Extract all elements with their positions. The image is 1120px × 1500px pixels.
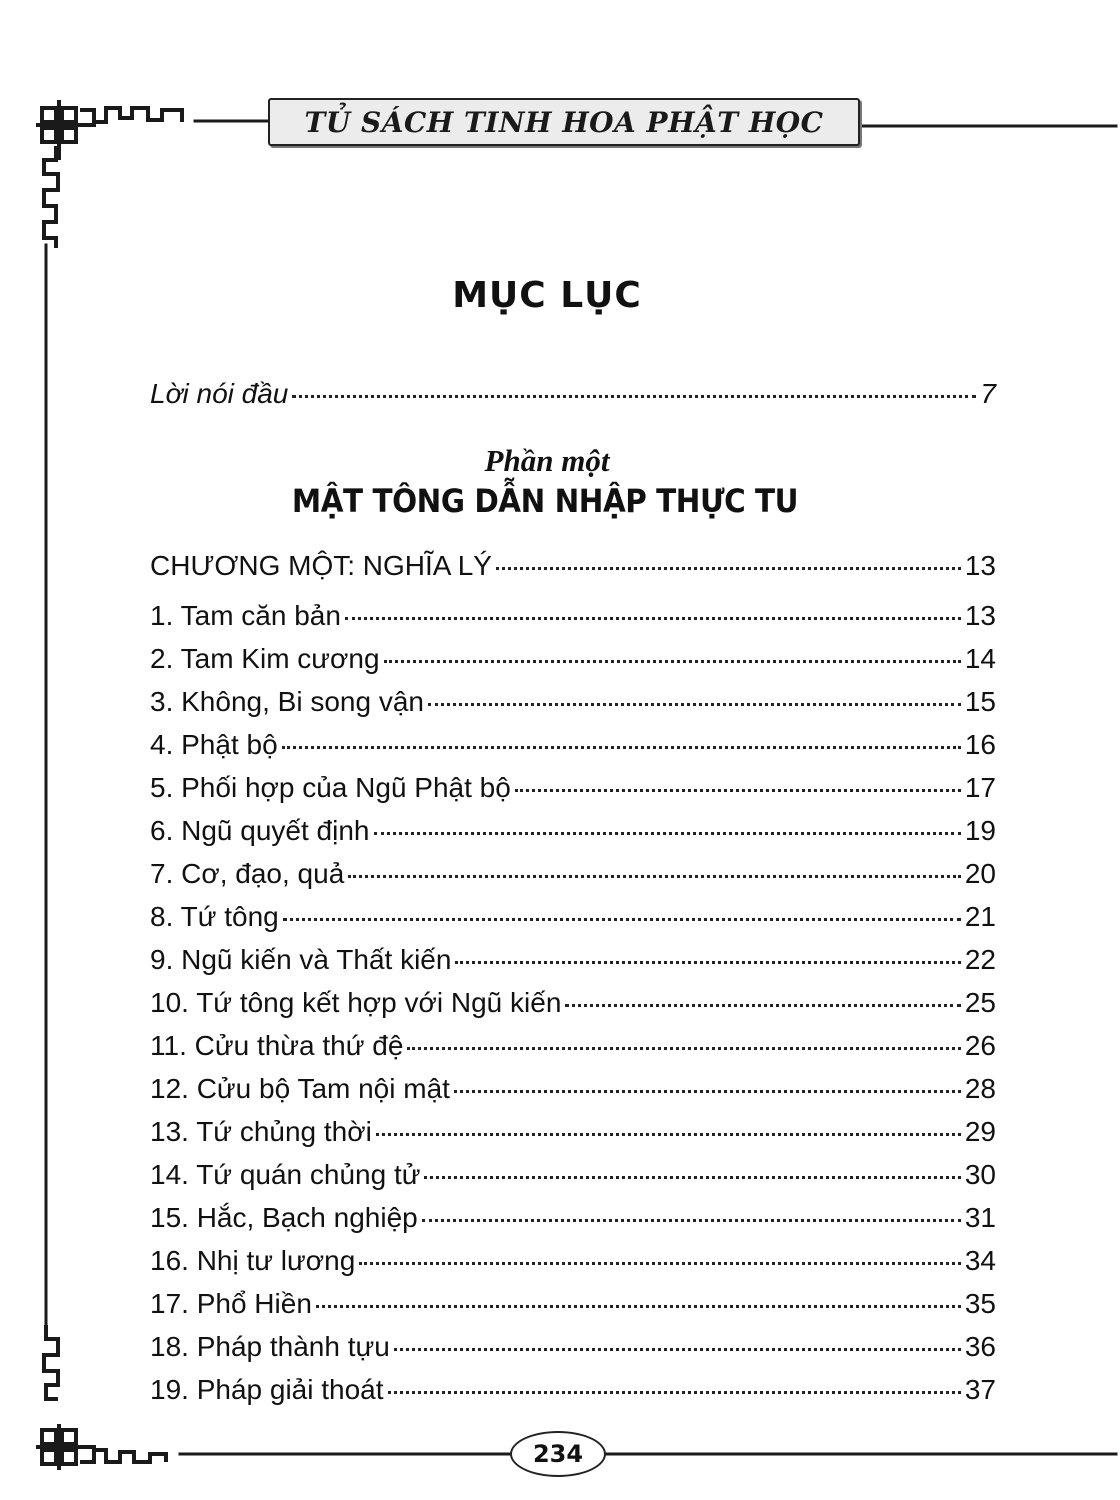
top-left-ornament — [36, 100, 182, 248]
dot-leader — [359, 1262, 961, 1265]
toc-entry — [150, 729, 996, 769]
entry-label: 4. Phật bộ — [150, 729, 278, 760]
entry-page: 22 — [964, 944, 996, 975]
dot-leader — [455, 961, 960, 964]
dot-leader — [407, 1047, 960, 1050]
toc-entry — [150, 944, 996, 984]
chapter-page: 13 — [964, 550, 996, 581]
toc-entry — [150, 1116, 996, 1156]
entry-page: 29 — [964, 1116, 996, 1147]
entry-label: 5. Phối hợp của Ngũ Phật bộ — [150, 772, 511, 803]
entry-page: 16 — [964, 729, 996, 760]
dot-leader — [565, 1004, 960, 1007]
toc-entry — [150, 1374, 996, 1414]
entry-page: 34 — [964, 1245, 996, 1276]
toc-entry — [150, 858, 996, 898]
entry-label: 3. Không, Bi song vận — [150, 686, 424, 717]
toc-row-preface — [150, 378, 996, 418]
dot-leader — [282, 746, 961, 749]
dot-leader — [428, 703, 961, 706]
entry-page: 14 — [964, 643, 996, 674]
part-label: Phần một — [484, 443, 610, 478]
dot-leader — [388, 1391, 961, 1394]
entry-label: 9. Ngũ kiến và Thất kiến — [150, 944, 452, 975]
toc-entry — [150, 1245, 996, 1285]
entry-page: 30 — [964, 1159, 996, 1190]
dot-leader — [515, 789, 961, 792]
entry-label: 1. Tam căn bản — [150, 600, 341, 631]
toc-entry — [150, 686, 996, 726]
entry-label: 2. Tam Kim cương — [150, 643, 380, 674]
part-title: MẬT TÔNG DẪN NHẬP THỰC TU — [291, 482, 799, 520]
dot-leader — [345, 617, 961, 620]
entry-label: 17. Phổ Hiền — [150, 1288, 312, 1319]
chapter-label: CHƯƠNG MỘT: NGHĨA LÝ — [150, 550, 492, 581]
toc-entry — [150, 1159, 996, 1199]
toc-entry — [150, 1331, 996, 1371]
entry-page: 35 — [964, 1288, 996, 1319]
entry-page: 25 — [964, 987, 996, 1018]
entry-label: 11. Cửu thừa thứ đệ — [150, 1030, 404, 1061]
entry-page: 26 — [964, 1030, 996, 1061]
entry-label: 7. Cơ, đạo, quả — [150, 858, 345, 889]
dot-leader — [424, 1176, 960, 1179]
series-header-box — [268, 98, 860, 146]
dot-leader — [496, 567, 961, 570]
entry-page: 28 — [964, 1073, 996, 1104]
entry-page: 36 — [964, 1331, 996, 1362]
bottom-left-ornament — [36, 1325, 166, 1470]
toc-entry — [150, 1202, 996, 1242]
entry-label: 13. Tứ chủng thời — [150, 1116, 372, 1147]
toc-entry — [150, 1288, 996, 1328]
dot-leader — [384, 660, 961, 663]
toc-entry — [150, 772, 996, 812]
dot-leader — [292, 395, 976, 398]
page-number-badge — [510, 1431, 606, 1477]
toc-title: MỤC LỤC — [452, 275, 642, 316]
dot-leader — [316, 1305, 961, 1308]
toc-entry — [150, 643, 996, 683]
dot-leader — [283, 918, 961, 921]
entry-label: 6. Ngũ quyết định — [150, 815, 370, 846]
entry-label: 16. Nhị tư lương — [150, 1245, 356, 1276]
dot-leader — [422, 1219, 961, 1222]
series-title: TỦ SÁCH TINH HOA PHẬT HỌC — [304, 105, 824, 139]
entry-label: 10. Tứ tông kết hợp với Ngũ kiến — [150, 987, 562, 1018]
entry-page: 19 — [964, 815, 996, 846]
entry-label: 14. Tứ quán chủng tử — [150, 1159, 421, 1190]
entry-page: 37 — [964, 1374, 996, 1405]
toc-entry — [150, 1030, 996, 1070]
entry-label: 18. Pháp thành tựu — [150, 1331, 390, 1362]
toc-row-chapter — [150, 550, 996, 590]
dot-leader — [376, 1133, 961, 1136]
entry-label: 19. Pháp giải thoát — [150, 1374, 384, 1405]
toc-entry — [150, 600, 996, 640]
entry-label: 8. Tứ tông — [150, 901, 279, 932]
dot-leader — [394, 1348, 961, 1351]
toc-entry — [150, 901, 996, 941]
entry-page: 31 — [964, 1202, 996, 1233]
entry-page: 13 — [964, 600, 996, 631]
page-number: 234 — [532, 1440, 584, 1468]
preface-label: Lời nói đầu — [150, 378, 289, 409]
entry-label: 12. Cửu bộ Tam nội mật — [150, 1073, 450, 1104]
toc-entry — [150, 1073, 996, 1113]
toc-entry — [150, 987, 996, 1027]
entry-page: 17 — [964, 772, 996, 803]
dot-leader — [374, 832, 961, 835]
dot-leader — [454, 1090, 961, 1093]
entry-page: 20 — [964, 858, 996, 889]
entry-label: 15. Hắc, Bạch nghiệp — [150, 1202, 418, 1233]
dot-leader — [348, 875, 961, 878]
entry-page: 15 — [964, 686, 996, 717]
toc-entry — [150, 815, 996, 855]
preface-page: 7 — [980, 378, 996, 409]
entry-page: 21 — [964, 901, 996, 932]
